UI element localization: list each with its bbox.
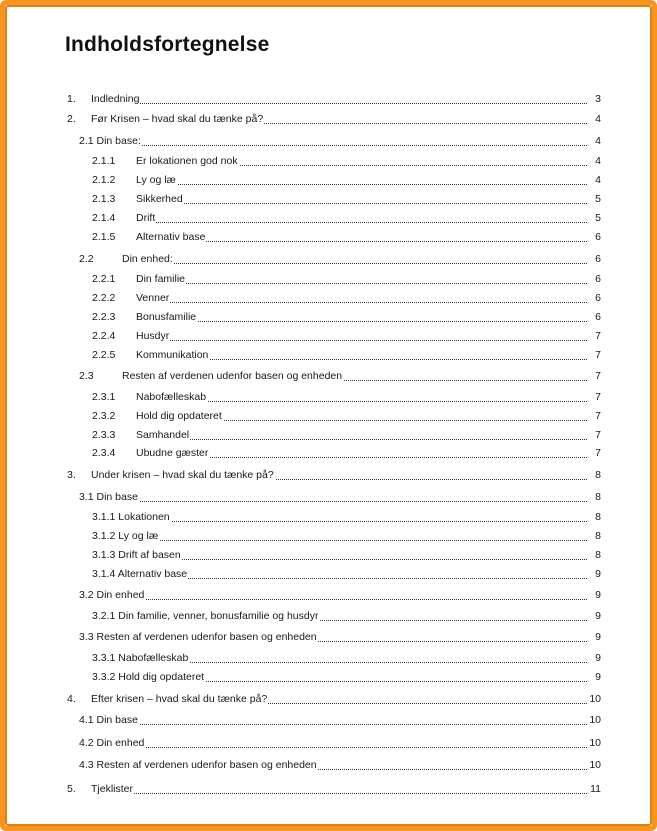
toc-entry-label: Bonusfamilie (136, 311, 197, 323)
toc-entry-page: 7 (595, 447, 601, 459)
toc-entry-label: 3.1 Din base (79, 491, 138, 503)
toc-entry-label: Ubudne gæster (136, 447, 209, 459)
toc-entry-label: 3.2 Din enhed (79, 589, 145, 601)
toc-entry-number: 2.1.1 (92, 155, 116, 167)
toc-entry-number: 2.2.3 (92, 311, 116, 323)
toc-entry[interactable] (5, 490, 657, 504)
toc-entry-label: Alternativ base (136, 231, 206, 243)
toc-entry-page: 7 (595, 330, 601, 342)
toc-dot-leader (136, 201, 587, 204)
toc-entry-page: 7 (595, 370, 601, 382)
toc-entry-label: 3.1.2 Ly og læ (92, 530, 159, 542)
toc-entry-page: 7 (595, 391, 601, 403)
toc-entry-page: 4 (595, 135, 601, 147)
toc-entry-page: 6 (595, 292, 601, 304)
toc-entry-page: 9 (595, 671, 601, 683)
toc-entry[interactable] (5, 348, 657, 362)
toc-entry-label: Venner (136, 292, 170, 304)
toc-entry-label: 3.3.2 Hold dig opdateret (92, 671, 205, 683)
toc-entry[interactable] (5, 468, 657, 482)
toc-dot-leader (122, 261, 587, 264)
toc-entry-label: 4.1 Din base (79, 714, 138, 726)
toc-entry[interactable] (5, 329, 657, 343)
toc-entry[interactable] (5, 548, 657, 562)
toc-entry-number: 4. (67, 693, 76, 705)
toc-entry[interactable] (5, 428, 657, 442)
toc-entry-label: Ly og læ (136, 174, 176, 186)
toc-entry-label: Før Krisen – hvad skal du tænke på? (91, 113, 264, 125)
toc-entry-number: 2.3.4 (92, 447, 116, 459)
toc-entry-page: 10 (589, 714, 601, 726)
toc-dot-leader (79, 722, 587, 725)
toc-entry-label: Din familie (136, 273, 186, 285)
toc-entry-page: 3 (595, 93, 601, 105)
toc-entry[interactable] (5, 713, 657, 727)
toc-entry-page: 8 (595, 530, 601, 542)
toc-entry[interactable] (5, 446, 657, 460)
toc-entry-number: 5. (67, 783, 76, 795)
toc-entry[interactable] (5, 630, 657, 644)
toc-entry-label: Sikkerhed (136, 193, 183, 205)
toc-entry-page: 10 (589, 759, 601, 771)
toc-dot-leader (91, 101, 587, 104)
toc-entry-page: 7 (595, 429, 601, 441)
toc-entry[interactable] (5, 692, 657, 706)
toc-dot-leader (136, 300, 587, 303)
toc-entry-number: 2.3.2 (92, 410, 116, 422)
toc-dot-leader (79, 745, 587, 748)
toc-entry-label: Husdyr (136, 330, 170, 342)
toc-entry-label: Hold dig opdateret (136, 410, 222, 422)
toc-entry-page: 5 (595, 193, 601, 205)
toc-entry-page: 7 (595, 349, 601, 361)
toc-entry-page: 4 (595, 113, 601, 125)
toc-entry-number: 2.2.4 (92, 330, 116, 342)
toc-dot-leader (136, 182, 587, 185)
toc-entry[interactable] (5, 567, 657, 581)
toc-entry-label: 3.1.3 Drift af basen (92, 549, 181, 561)
toc-entry-label: Tjeklister (91, 783, 134, 795)
toc-entry-label: Indledning (91, 93, 140, 105)
toc-dot-leader (136, 220, 587, 223)
toc-entry-page: 9 (595, 568, 601, 580)
toc-entry-label: 3.3.1 Nabofælleskab (92, 652, 189, 664)
toc-dot-leader (91, 791, 587, 794)
toc-entry[interactable] (5, 112, 657, 126)
toc-entry[interactable] (5, 272, 657, 286)
toc-entry[interactable] (5, 173, 657, 187)
toc-entry[interactable] (5, 588, 657, 602)
toc-entry-number: 2.2.1 (92, 273, 116, 285)
toc-entry-page: 5 (595, 212, 601, 224)
toc-entry-label: Resten af verdenen udenfor basen og enheden (122, 370, 343, 382)
toc-entry-page: 6 (595, 273, 601, 285)
toc-entry[interactable] (5, 651, 657, 665)
toc-entry-label: Drift (136, 212, 156, 224)
toc-dot-leader (79, 499, 587, 502)
toc-entry-label: 3.1.4 Alternativ base (92, 568, 188, 580)
toc-entry-label: Nabofælleskab (136, 391, 207, 403)
toc-entry-label: 2.1 Din base: (79, 135, 141, 147)
toc-entry[interactable] (5, 310, 657, 324)
toc-entry[interactable] (5, 529, 657, 543)
toc-dot-leader (79, 597, 587, 600)
toc-entry-label: 3.1.1 Lokationen (92, 511, 170, 523)
toc-entry-number: 1. (67, 93, 76, 105)
toc-dot-leader (136, 281, 587, 284)
toc-entry-label: Samhandel (136, 429, 190, 441)
toc-entry-page: 11 (590, 783, 601, 795)
toc-dot-leader (92, 538, 587, 541)
toc-entry-number: 2.3.3 (92, 429, 116, 441)
toc-entry-number: 2.1.2 (92, 174, 116, 186)
toc-entry-number: 2.3.1 (92, 391, 116, 403)
toc-entry[interactable] (5, 736, 657, 750)
toc-entry-page: 8 (595, 469, 601, 481)
toc-entry-label: 4.3 Resten af verdenen udenfor basen og enheden (79, 759, 317, 771)
toc-entry-number: 2.3 (79, 370, 94, 382)
toc-entry-page: 9 (595, 589, 601, 601)
toc-entry-number: 2.1.4 (92, 212, 116, 224)
toc-entry[interactable] (5, 291, 657, 305)
toc-entry[interactable] (5, 510, 657, 524)
toc-entry-page: 10 (589, 693, 601, 705)
toc-entry[interactable] (5, 782, 657, 796)
toc-entry-number: 2.2 (79, 253, 94, 265)
toc-dot-leader (136, 338, 587, 341)
toc-entry-page: 6 (595, 253, 601, 265)
toc-entry-number: 2.2.2 (92, 292, 116, 304)
toc-entry-page: 8 (595, 491, 601, 503)
toc-entry[interactable] (5, 154, 657, 168)
toc-entry-page: 4 (595, 174, 601, 186)
toc-dot-leader (79, 143, 587, 146)
toc-entry[interactable] (5, 134, 657, 148)
toc-entry[interactable] (5, 230, 657, 244)
toc-dot-leader (136, 437, 587, 440)
toc-entry[interactable] (5, 390, 657, 404)
toc-entry[interactable] (5, 369, 657, 383)
toc-entry-number: 3. (67, 469, 76, 481)
toc-entry[interactable] (5, 211, 657, 225)
toc-dot-leader (136, 319, 587, 322)
toc-entry-number: 2. (67, 113, 76, 125)
toc-entry-label: 3.2.1 Din familie, venner, bonusfamilie og husdyr (92, 610, 319, 622)
toc-entry-label: Er lokationen god nok (136, 155, 238, 167)
toc-entry[interactable] (5, 92, 657, 106)
page-title: Indholdsfortegnelse (65, 33, 270, 56)
toc-entry-label: Kommunikation (136, 349, 209, 361)
toc-entry-number: 2.2.5 (92, 349, 116, 361)
toc-entry-page: 8 (595, 549, 601, 561)
toc-entry-page: 6 (595, 231, 601, 243)
toc-entry-page: 4 (595, 155, 601, 167)
toc-entry[interactable] (5, 192, 657, 206)
toc-entry-number: 2.1.3 (92, 193, 116, 205)
toc-entry-label: 3.3 Resten af verdenen udenfor basen og enheden (79, 631, 317, 643)
toc-entry-page: 6 (595, 311, 601, 323)
toc-entry-label: Efter krisen – hvad skal du tænke på? (91, 693, 268, 705)
toc-entry-number: 2.1.5 (92, 231, 116, 243)
toc-entry-page: 9 (595, 631, 601, 643)
toc-entry-page: 9 (595, 610, 601, 622)
toc-entry-label: 4.2 Din enhed (79, 737, 145, 749)
toc-entry-label: Under krisen – hvad skal du tænke på? (91, 469, 274, 481)
toc-entry-page: 8 (595, 511, 601, 523)
toc-entry[interactable] (5, 252, 657, 266)
toc-entry[interactable] (5, 409, 657, 423)
toc-entry-page: 7 (595, 410, 601, 422)
toc-entry[interactable] (5, 609, 657, 623)
toc-entry[interactable] (5, 758, 657, 772)
toc-entry-label: Din enhed: (122, 253, 173, 265)
toc-entry-page: 10 (589, 737, 601, 749)
toc-entry[interactable] (5, 670, 657, 684)
toc-entry-page: 9 (595, 652, 601, 664)
